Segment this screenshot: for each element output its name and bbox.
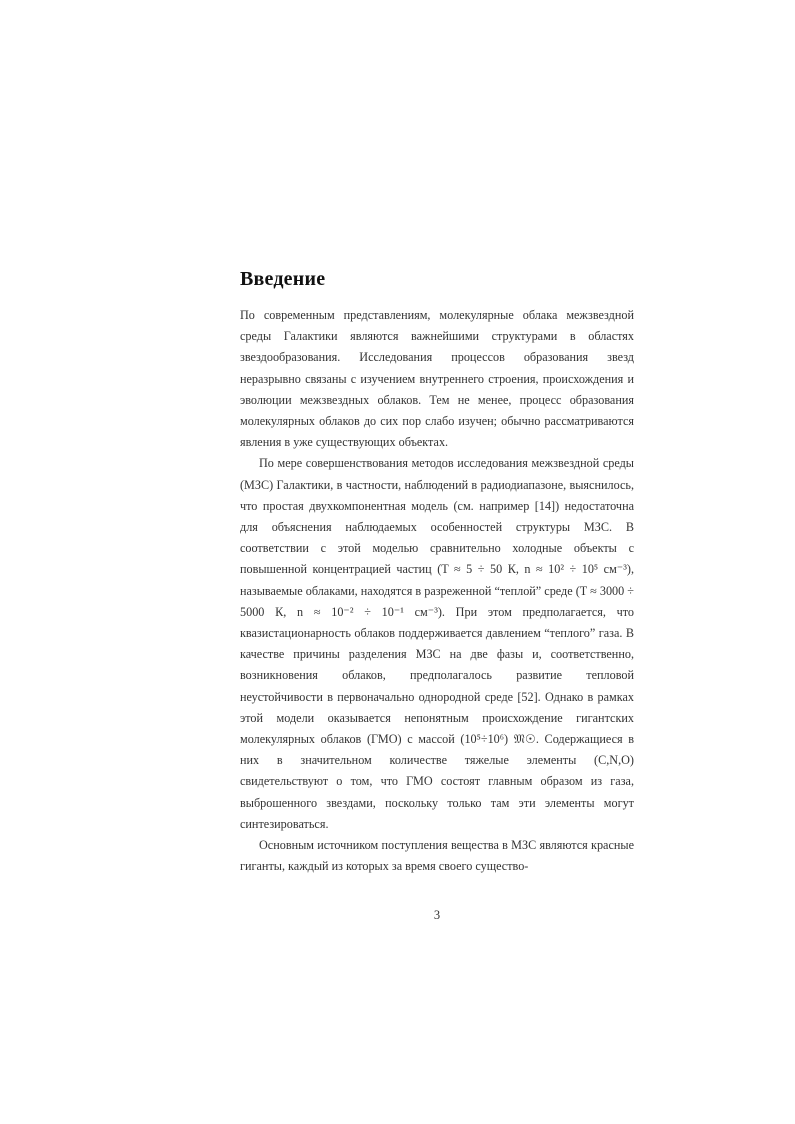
page-number: 3 [433,908,441,922]
section-title: Введение [240,268,326,290]
paragraph-3: Основным источником поступления вещества в МЗС являются красные гиганты, каждый из которых за время своего существо- [240,838,634,874]
paragraph-1: По современным представлениям, молекулярные облака межзвездной среды Галактики являются важнейшими структурами в областях звездообразования. Исследования процессов образования звезд неразрывно связаны с изучением внутреннего строения, происхождения и эволюции межзвездных облаков. Тем не менее, процесс образования молекулярных облаков до сих пор слабо изучен; обычно рассматриваются явления в уже существующих объектах. [240,308,634,450]
document-page [240,268,634,922]
paragraph-2: По мере совершенствования методов исследования межзвездной среды (МЗС) Галактики, в частности, наблюдений в радиодиапазоне, выяснилось, что простая двухкомпонентная модель (см. например [14]) недостаточна для объяснения наблюдаемых особенностей структуры МЗС. В соответствии с этой моделью сравнительно холодные объекты с повышенной концентрацией частиц (T ≈ 5 ÷ 50 К, n ≈ 10² ÷ 10⁵ см⁻³), называемые облаками, находятся в разреженной “теплой” среде (T ≈ 3000 ÷ 5000 К, n ≈ 10⁻² ÷ 10⁻¹ см⁻³). При этом предполагается, что квазистационарность облаков поддерживается давлением “теплого” газа. В качестве причины разделения МЗС на две фазы и, соответственно, возникновения облаков, предполагалось развитие тепловой неустойчивости в первоначально однородной среде [52]. Однако в рамках этой модели оказывается непонятным происхождение гигантских молекулярных облаков (ГМО) с массой (10⁵÷10⁶) 𝔐☉. Содержащиеся в них в значительном количестве тяжелые элементы (C,N,O) свидетельствуют о том, что ГМО состоят главным образом из газа, выброшенного звездами, поскольку только там эти элементы могут синтезироваться. [240,456,634,831]
